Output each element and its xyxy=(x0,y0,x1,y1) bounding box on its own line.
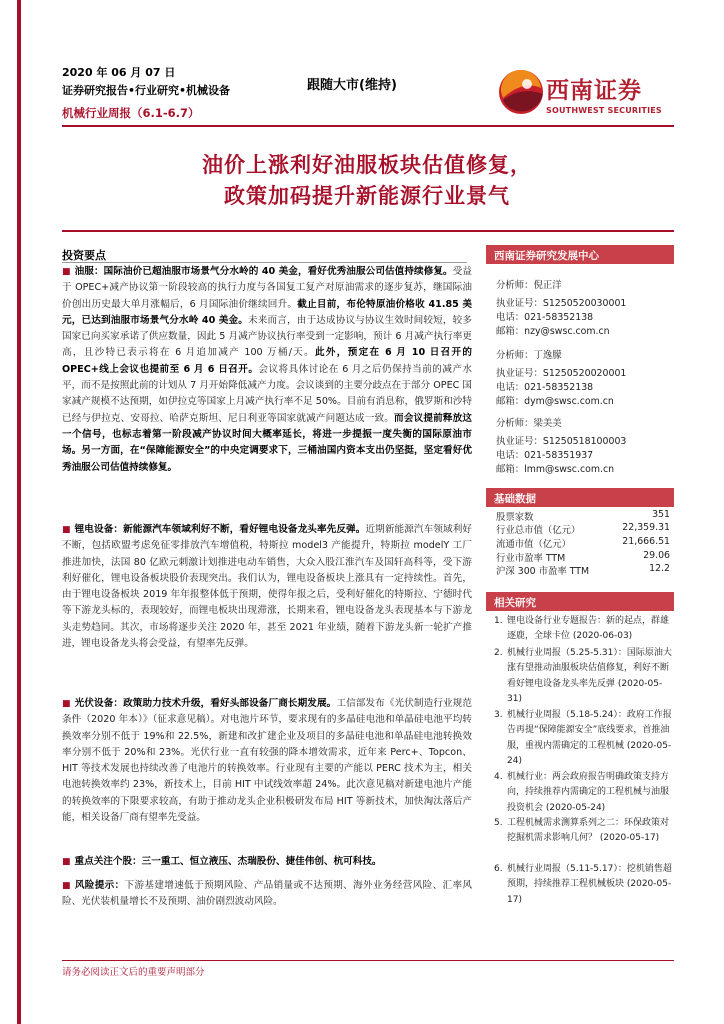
investment-heading: 投资要点 xyxy=(62,249,106,262)
related-report-item[interactable] xyxy=(494,614,674,645)
analyst-license: 执业证号：S1250520030001 xyxy=(496,298,627,309)
paragraph-photovoltaic xyxy=(62,696,472,826)
data-value: 22,359.31 xyxy=(622,522,670,533)
data-value: 21,666.51 xyxy=(622,536,670,547)
item-text: 机械行业周报（5.25-5.31）：国际原油大涨有望推动油服板块估值修复，利好不断看好锂电设备龙头率先反弹 (2020-05-31) xyxy=(507,648,672,704)
investment-divider xyxy=(62,262,467,263)
item-number: 6. xyxy=(494,864,503,874)
item-number: 1. xyxy=(494,616,503,626)
data-label: 流通市值（亿元） xyxy=(496,539,572,550)
item-number: 4. xyxy=(494,772,503,782)
data-value: 12.2 xyxy=(649,563,670,574)
analyst-email[interactable]: 邮箱：dym@swsc.com.cn xyxy=(496,396,614,407)
paragraph-risk xyxy=(62,878,472,911)
bullet-icon: ■ xyxy=(62,525,71,535)
paragraph-oil-service xyxy=(62,264,472,476)
data-label: 股票家数 xyxy=(496,512,534,523)
analyst-phone: 电话：021-58352138 xyxy=(496,382,594,393)
research-center-header: 西南证券研究发展中心 xyxy=(486,245,674,264)
paragraph-emphasis: 而会议提前释放这一个信号，也标志着第一阶段减产协议时间大概率延长，将进一步提振一度失衡的国际原油市场。另一方面，在“保障能源安全”的中央定调要求下，三桶油国内资本支出仍坚挺，坚定看好优秀油服公司估值持续修复。 xyxy=(62,412,473,473)
paragraph-lead: 油服：国际油价已超油服市场景气分水岭的 40 美金，看好优秀油服公司估值持续修复。 xyxy=(74,266,453,277)
analyst-email[interactable]: 邮箱：lmm@swsc.com.cn xyxy=(496,464,615,475)
footer-disclaimer: 请务必阅读正文后的重要声明部分 xyxy=(62,967,205,978)
title-divider xyxy=(62,230,674,232)
data-label: 行业总市值（亿元） xyxy=(496,525,581,536)
report-date: 2020 年 06 月 07 日 xyxy=(62,66,176,79)
data-value: 29.06 xyxy=(643,550,670,561)
report-type: 证券研究报告•行业研究•机械设备 xyxy=(62,84,231,97)
bullet-icon: ■ xyxy=(62,267,71,277)
item-number: 2. xyxy=(494,648,503,658)
report-title-line2: 政策加码提升新能源行业景气 xyxy=(224,183,510,208)
analyst-phone: 电话：021-58352138 xyxy=(496,312,594,323)
paragraph-text: 会议将具体讨论在 6 月之后仍保持当前的减产水平，而不是按照此前的计划从 7 月开始降低减产力度。会议谈到的主要分歧点在于部分 OPEC 国家减产规模不达预期，如伊拉克等国家上月减产执行率不足 50%。目前有消息称，俄罗斯和沙特已经与伊拉克、安哥拉、哈萨克斯坦、尼日利亚等国家就减产问题达成一致。 xyxy=(62,363,472,424)
report-title-line1: 油价上涨利好油服板块估值修复， xyxy=(202,152,532,177)
item-number: 3. xyxy=(494,710,503,720)
paragraph-lead: 重点关注个股：三一重工、恒立液压、杰瑞股份、捷佳伟创、杭可科技。 xyxy=(74,856,382,867)
paragraph-emphasis: 此外，预定在 6 月 10 日召开的 OPEC+线上会议也提前至 6 月 6 日召开。 xyxy=(62,347,472,375)
item-text: 机械行业周报（5.11-5.17）：挖机销售超预期，持续推荐工程机械板块 (2020-05-17) xyxy=(507,864,672,905)
analyst-license: 执业证号：S1250520020001 xyxy=(496,368,627,379)
data-row xyxy=(496,536,670,550)
item-text: 工程机械需求测算系列之二：环保政策对挖掘机需求影响几何？ (2020-05-17) xyxy=(507,818,670,844)
paragraph-key-stocks xyxy=(62,854,472,870)
related-report-item[interactable] xyxy=(494,770,674,816)
analyst-name: 分析师：倪正洋 xyxy=(496,280,562,291)
related-report-item[interactable] xyxy=(494,816,674,847)
related-report-item[interactable] xyxy=(494,708,674,769)
header-divider xyxy=(62,125,674,127)
data-row xyxy=(496,550,670,564)
paragraph-lithium xyxy=(62,522,472,652)
left-accent-bar xyxy=(17,0,21,1024)
paragraph-text: 近期新能源汽车领域利好不断，包括欧盟考虑免征零排放汽车增值税，特斯拉 model3 产能提升，特斯拉 modelY 工厂推进加快，法国 80 亿欧元刺激计划推进电动车销售，大众入股江淮汽车及国轩高科等，受下游利好催化，锂电设备板块股价表现突出。我们认为，锂电设备板块上涨具有一定持续性。首先，由于锂电设备板块 2019 年年报整体低于预期，使得年报之后，受利好催化的特斯拉、宁德时代等下游龙头标的，表现较好，而锂电板块出现滞涨，长期来看，锂电设备龙头表现基本与下游龙头走势趋同。其次，市场将逐步关注 2020 年，甚至 2021 年业绩，随着下游龙头新一轮扩产推进，锂电设备龙头将会受益，有望率先反弹。 xyxy=(62,524,472,650)
paragraph-lead: 光伏设备：政策助力技术升级，看好头部设备厂商长期发展。 xyxy=(74,698,337,709)
footer-divider xyxy=(62,960,674,961)
data-row xyxy=(496,509,670,523)
paragraph-text: 下游基建增速低于预期风险、产品销量或不达预期、海外业务经营风险、汇率风险、光伏装机量增长不及预期、油价剧烈波动风险。 xyxy=(62,880,473,908)
related-report-item[interactable] xyxy=(494,646,674,707)
industry-rating: 跟随大市(维持) xyxy=(307,78,397,93)
data-row xyxy=(496,522,670,536)
logo-name: 西南证券 xyxy=(546,77,642,104)
item-text: 机械行业：两会政府报告明确政策支持方向，持续推荐内需确定的工程机械与油服投资机会 (2020-05-24) xyxy=(507,772,670,813)
analyst-license: 执业证号：S1250518100003 xyxy=(496,436,627,447)
item-text: 机械行业周报（5.18-5.24）：政府工作报告再提“保障能源安全”底线要求，首推油服，重视内需确定的工程机械 (2020-05-24) xyxy=(507,710,672,766)
related-report-item[interactable] xyxy=(494,862,674,908)
paragraph-lead: 锂电设备：新能源汽车领域利好不断，看好锂电设备龙头率先反弹。 xyxy=(74,524,366,535)
paragraph-emphasis: 截止目前，布伦特原油价格收 41.85 美元，已达到油服市场景气分水岭 40 美金。 xyxy=(62,298,473,326)
analyst-phone: 电话：021-58351937 xyxy=(496,450,594,461)
basic-data-header: 基础数据 xyxy=(486,488,674,507)
bullet-icon: ■ xyxy=(62,699,71,709)
data-label: 行业市盈率 TTM xyxy=(496,553,566,564)
paragraph-lead: 风险提示： xyxy=(74,880,125,891)
item-number: 5. xyxy=(494,818,503,828)
analyst-name: 分析师：丁逸朦 xyxy=(496,350,562,361)
data-row xyxy=(496,563,670,577)
paragraph-text: 未来而言，由于达成协议与协议生效时间较短，较多国家已向买家承诺了供应数量，因此 5 月减产协议执行率受到一定影响，预计 6 月减产执行率更高，且沙特已表示将在 6 月追加减产 100 万桶/天。 xyxy=(62,314,473,359)
item-text: 锂电设备行业专题报告：新的起点，群雄逐鹿，全球卡位 (2020-06-03) xyxy=(507,616,670,642)
bullet-icon: ■ xyxy=(62,881,71,891)
analyst-email[interactable]: 邮箱：nzy@swsc.com.cn xyxy=(496,326,610,337)
data-label: 沪深 300 市盈率 TTM xyxy=(496,566,590,577)
report-series: 机械行业周报（6.1-6.7） xyxy=(62,106,200,120)
logo-english: SOUTHWEST SECURITIES xyxy=(546,106,662,115)
bullet-icon: ■ xyxy=(62,857,71,867)
related-research-header: 相关研究 xyxy=(486,592,674,611)
paragraph-text: 受益于 OPEC+减产协议第一阶段较高的执行力度与各国复工复产对原油需求的逐步复苏，继国际油价创出历史最大单月涨幅后，6 月国际油价继续回升。 xyxy=(62,266,473,310)
analyst-name: 分析师：梁美美 xyxy=(496,418,562,429)
data-value: 351 xyxy=(652,509,670,520)
paragraph-text: 工信部发布《光伏制造行业规范条件（2020 年本）》（征求意见稿）。对电池片环节，要求现有的多晶硅电池和单晶硅电池平均转换效率分别不低于 19%和 22.5%，新建和改扩建企业及项目的多晶硅电池和单晶硅电池转换效率分别不低于 20%和 23%。光伏行业一直有较强的降本增效需求，近年来 Perc+、Topcon、HIT 等技术发展也持续改善了电池片的转换效率。行业现有主要的产能以 PERC 技术为主，相关电池转换效率约 23%，新技术上，目前 HIT 中试线效率超 24%。此次意见稿对新建电池片产能的转换效率的下限要求较高，有助于推动龙头企业积极研发布局 HIT 等新技术，加快淘汰落后产能，相关设备厂商有望率先受益。 xyxy=(62,698,473,824)
